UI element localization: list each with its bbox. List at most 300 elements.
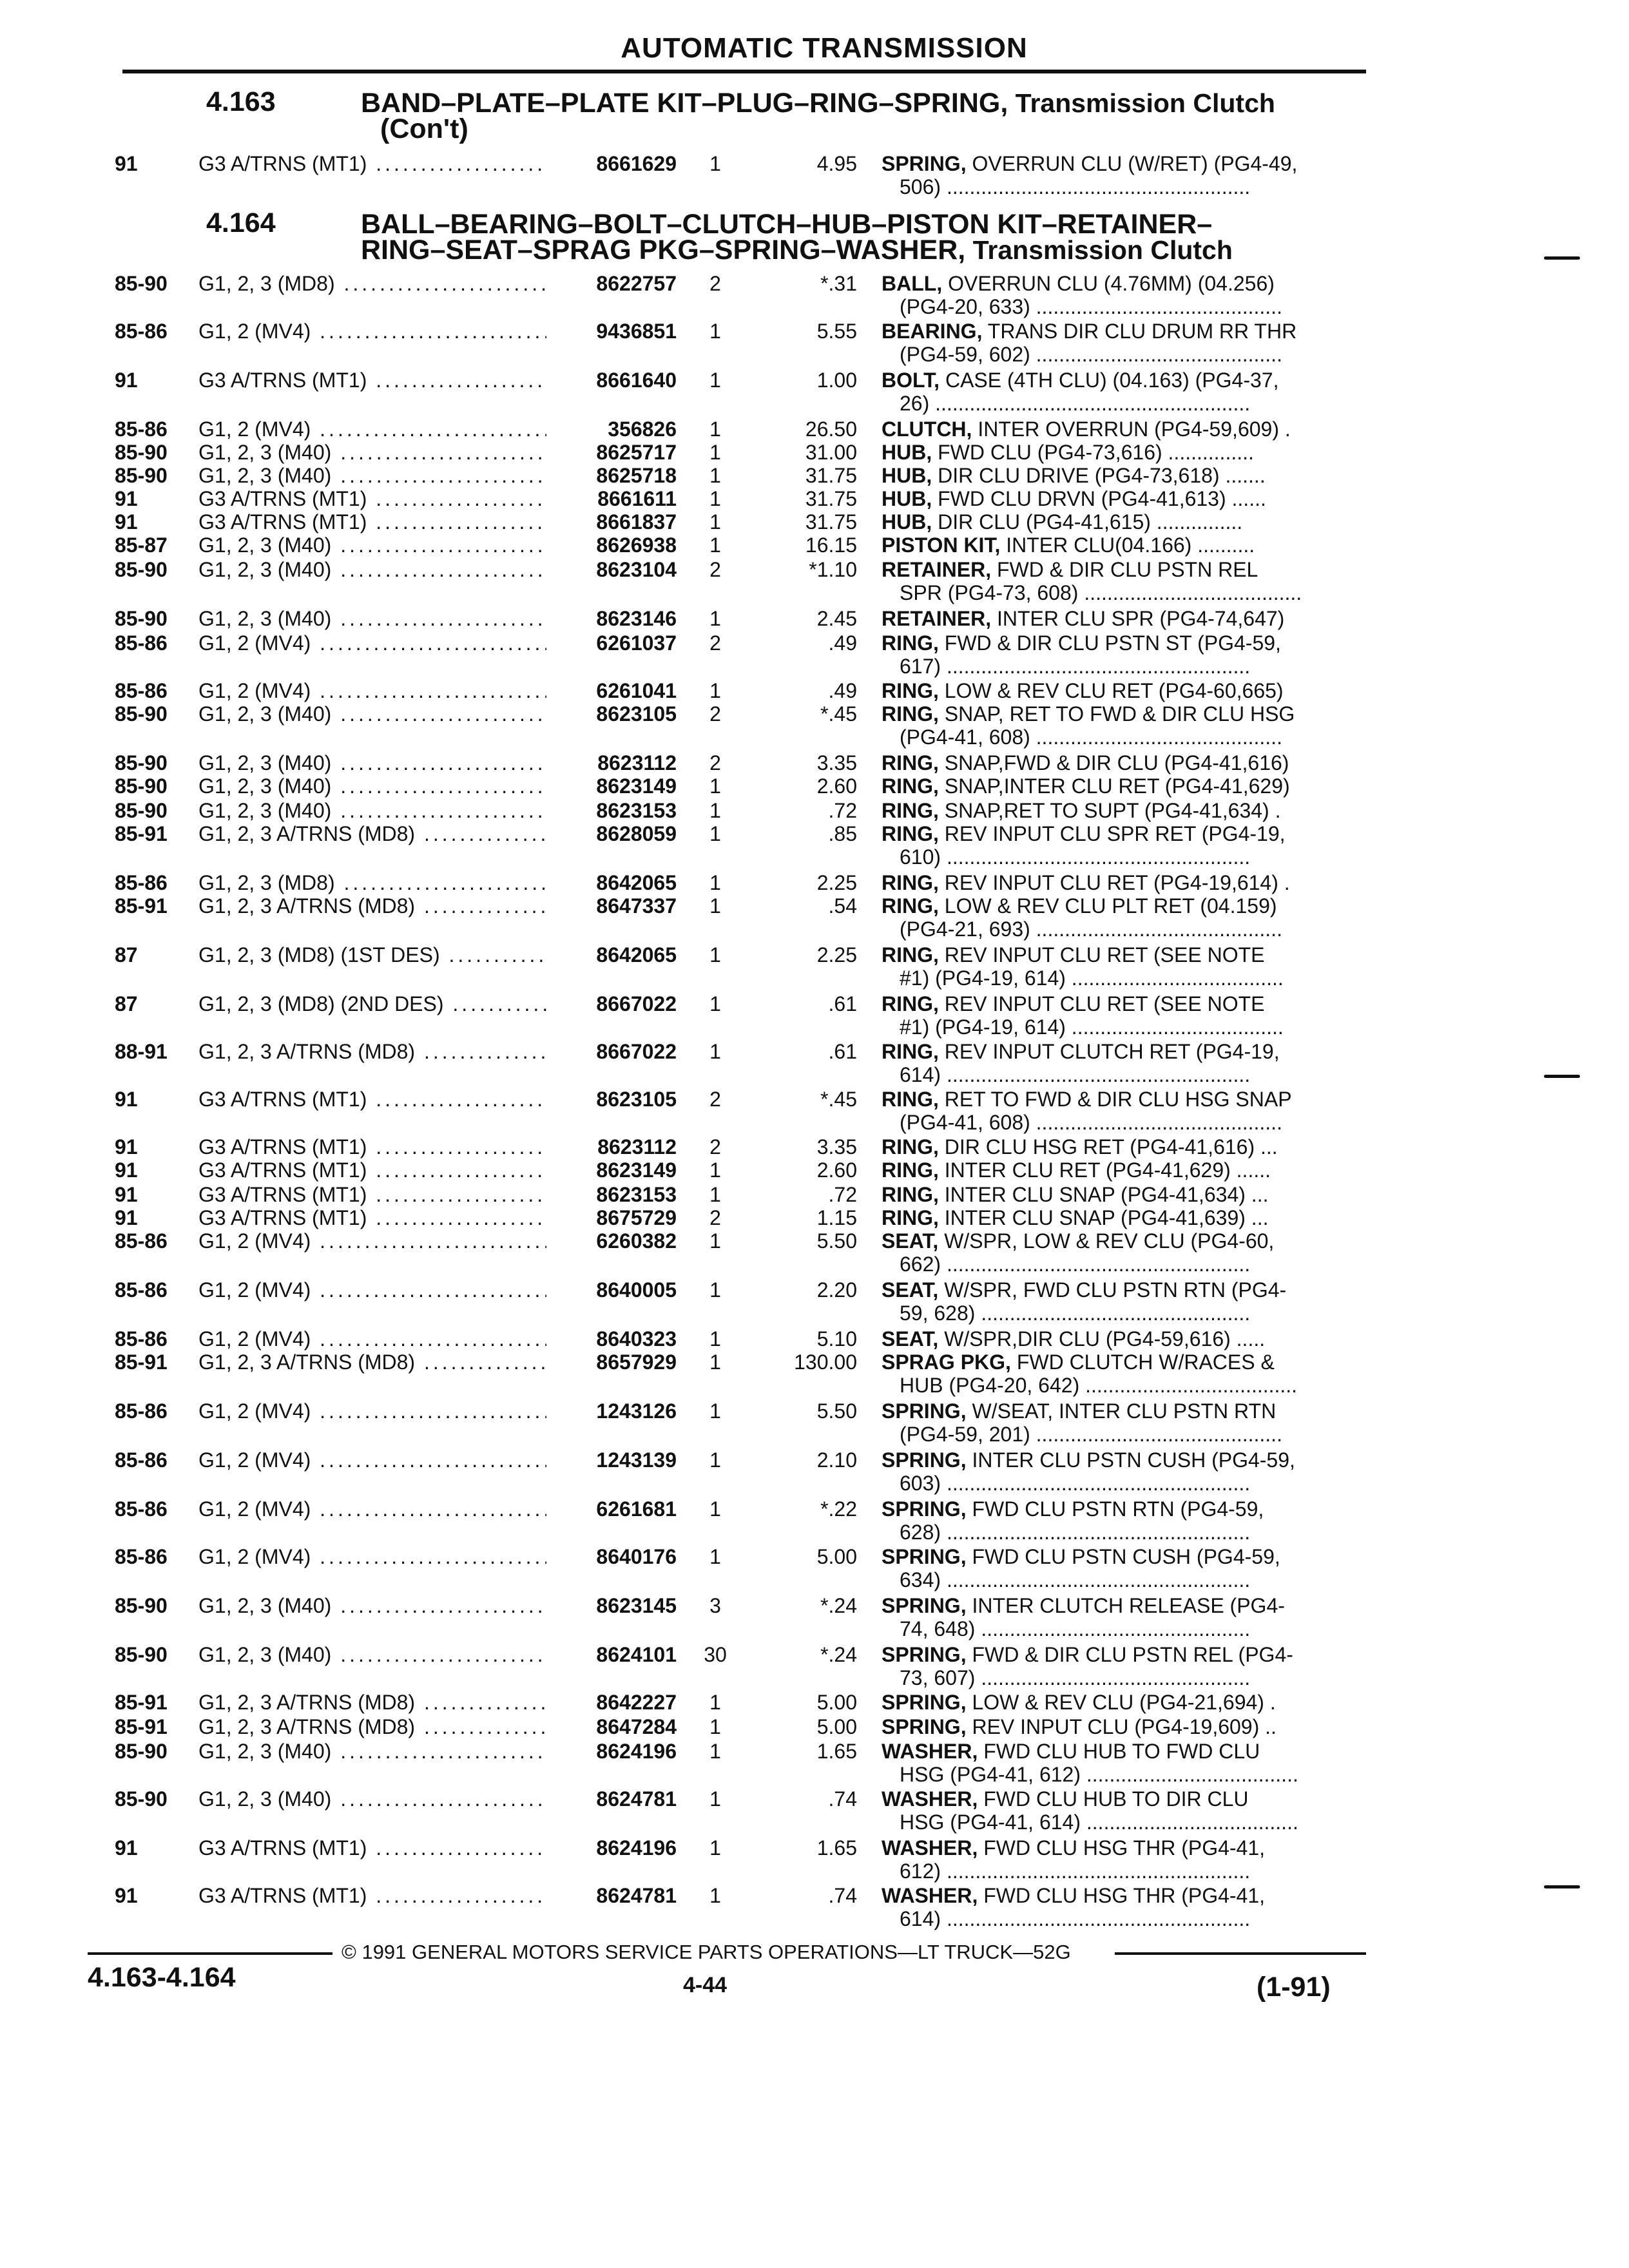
part-name: SPRING, [882,1399,967,1423]
quantity: 1 [709,441,721,464]
quantity: 1 [709,1836,721,1860]
description-cell [882,1327,1365,1351]
part-description-continued: 617) ..................................................... [900,655,1251,678]
vehicle-model: G1, 2 (MV4) ..... [198,1327,546,1350]
part-name: WASHER, [882,1836,978,1860]
part-description-continued: (PG4-21, 693) ........................................... [900,918,1282,941]
quantity: 1 [709,1040,721,1063]
model-cell [198,822,546,846]
vehicle-model: G1, 2, 3 (M40) ..... [198,464,546,487]
model-year: 85-86 [115,871,168,894]
table-row-continuation [0,1015,1629,1041]
section-name [361,90,1379,142]
part-number: 8624196 [596,1836,677,1860]
part-name: SPRING, [882,1715,967,1738]
quantity: 1 [709,774,721,798]
part-description: INTER CLU SNAP (PG4-41,634) ... [938,1183,1269,1206]
part-description-continued: (PG4-41, 608) ........................................... [900,1111,1282,1134]
description-cell [882,558,1365,582]
model-cell [198,679,546,703]
model-cell [198,441,546,465]
margin-mark [1544,256,1580,260]
quantity: 1 [709,1545,721,1568]
part-description-continued: 73, 607) ............................................... [900,1666,1251,1689]
part-number: 8661611 [597,487,677,510]
price: 2.60 [816,774,857,798]
page-title: AUTOMATIC TRANSMISSION [621,32,1028,64]
price: 2.45 [816,607,857,630]
description-cell [882,799,1365,823]
model-cell [198,369,546,392]
model-cell [198,320,546,343]
part-number: 8647337 [596,894,677,918]
part-name: RING, [882,1183,939,1206]
part-name: RING, [882,751,939,774]
quantity: 2 [709,751,721,774]
quantity: 1 [709,1715,721,1738]
description-cell [882,272,1365,296]
part-description: SNAP, RET TO FWD & DIR CLU HSG [938,702,1295,726]
description-cell [882,631,1365,655]
description-cell [882,152,1365,176]
part-name: SPRAG PKG, [882,1350,1011,1374]
part-description: INTER CLUTCH RELEASE (PG4- [966,1594,1285,1617]
quantity: 1 [709,822,721,845]
part-description-continued: 610) ..................................................... [900,845,1251,869]
table-row-continuation [0,845,1629,871]
part-name: RING, [882,943,939,966]
table-row-continuation [0,1907,1629,1933]
table-row-continuation [0,1521,1629,1546]
part-description: W/SPR, FWD CLU PSTN RTN (PG4- [938,1278,1287,1302]
table-row [0,679,1629,705]
vehicle-model: G1, 2, 3 A/TRNS (MD8) ..... [198,1691,546,1714]
price: .74 [828,1884,857,1907]
part-number: 8623112 [597,1135,677,1158]
part-number: 8640176 [596,1545,677,1568]
model-cell [198,1643,546,1667]
model-year: 85-86 [115,631,168,655]
part-description: FWD CLU HUB TO FWD CLU [978,1740,1260,1763]
quantity: 1 [709,1158,721,1182]
table-row [0,1545,1629,1571]
description-cell [882,464,1365,488]
table-row [0,1691,1629,1716]
part-description: FWD & DIR CLU PSTN REL [991,558,1258,581]
model-year: 85-90 [115,1787,168,1811]
quantity: 1 [709,320,721,343]
footer-rule [1115,1952,1366,1955]
part-description: FWD CLU HSG THR (PG4-41, [978,1836,1266,1860]
part-description: FWD CLUTCH W/RACES & [1010,1350,1275,1374]
quantity: 2 [709,1088,721,1111]
section-name-line: BAND–PLATE–PLATE KIT–PLUG–RING–SPRING, [361,88,1008,119]
vehicle-model: G1, 2, 3 (MD8) (2ND DES) ..... [198,992,546,1015]
model-cell [198,1691,546,1715]
table-row-continuation [0,1666,1629,1692]
part-number: 8624781 [596,1884,677,1907]
part-name: CLUTCH, [882,418,972,441]
model-cell [198,418,546,441]
part-number: 8623105 [596,702,677,726]
part-number: 8625718 [596,464,677,487]
price: 5.55 [816,320,857,343]
table-row [0,441,1629,466]
quantity: 1 [709,533,721,557]
footer-rule [88,1952,333,1955]
quantity: 1 [709,871,721,894]
part-number: 8623153 [596,799,677,822]
description-cell [882,320,1365,343]
part-description: FWD CLU DRVN (PG4-41,613) ...... [932,487,1266,510]
table-row [0,1206,1629,1232]
price: *.31 [820,272,857,295]
description-cell [882,1594,1365,1618]
part-number: 356826 [608,418,677,441]
table-row-continuation [0,1423,1629,1448]
price: .72 [828,799,857,822]
vehicle-model: G1, 2, 3 (M40) ..... [198,533,546,557]
part-description: SNAP,FWD & DIR CLU (PG4-41,616) [938,751,1289,774]
part-description: INTER CLU(04.166) .......... [1000,533,1255,557]
part-description-continued: 662) ..................................................... [900,1253,1251,1276]
vehicle-model: G1, 2 (MV4) ..... [198,631,546,655]
model-cell [198,1399,546,1423]
description-cell [882,1497,1365,1521]
quantity: 1 [709,679,721,702]
price: .61 [828,992,857,1015]
price: .74 [828,1787,857,1811]
part-description: SNAP,RET TO SUPT (PG4-41,634) . [938,799,1281,822]
table-row [0,418,1629,443]
vehicle-model: G1, 2, 3 (MD8) ..... [198,272,546,295]
section-name-line: BALL–BEARING–BOLT–CLUTCH–HUB–PISTON KIT–RETAINER– [361,209,1213,240]
part-description: INTER CLU RET (PG4-41,629) ...... [938,1158,1271,1182]
vehicle-model: G1, 2, 3 A/TRNS (MD8) ..... [198,1715,546,1738]
model-year: 91 [115,1183,138,1206]
price: 26.50 [805,418,857,441]
part-number: 8642065 [596,943,677,966]
description-cell [882,822,1365,846]
model-cell [198,1040,546,1064]
part-description-continued: 612) ..................................................... [900,1860,1251,1883]
model-year: 91 [115,1836,138,1860]
part-description: W/SPR,DIR CLU (PG4-59,616) ..... [938,1327,1266,1350]
description-cell [882,533,1365,557]
description-cell [882,1183,1365,1207]
price: 5.10 [816,1327,857,1350]
quantity: 1 [709,1884,721,1907]
vehicle-model: G1, 2, 3 (M40) ..... [198,1643,546,1666]
vehicle-model: G3 A/TRNS (MT1) ..... [198,1206,546,1229]
table-row [0,1497,1629,1523]
table-row [0,774,1629,800]
vehicle-model: G1, 2, 3 (M40) ..... [198,799,546,822]
table-row [0,510,1629,536]
description-cell [882,1135,1365,1159]
table-row [0,992,1629,1018]
model-cell [198,1327,546,1351]
table-row [0,1135,1629,1161]
part-name: SPRING, [882,152,967,175]
part-name: SEAT, [882,1229,939,1253]
quantity: 1 [709,1183,721,1206]
quantity: 1 [709,1278,721,1302]
table-row [0,1787,1629,1813]
price: 31.75 [805,487,857,510]
vehicle-model: G1, 2 (MV4) ..... [198,1497,546,1521]
quantity: 1 [709,1327,721,1350]
part-number: 8661640 [596,369,677,392]
quantity: 1 [709,1350,721,1374]
section-name-tail: Transmission Clutch [965,235,1233,265]
table-row [0,1836,1629,1862]
vehicle-model: G1, 2, 3 (M40) ..... [198,702,546,726]
description-cell [882,1836,1365,1860]
part-description-continued: 506) ..................................................... [900,175,1251,198]
table-row [0,702,1629,728]
quantity: 1 [709,992,721,1015]
model-year: 85-86 [115,1399,168,1423]
part-description-continued: HUB (PG4-20, 642) ..................................... [900,1374,1298,1397]
model-year: 85-91 [115,822,168,845]
part-description: INTER CLU PSTN CUSH (PG4-59, [966,1448,1295,1472]
price: .61 [828,1040,857,1063]
section-name-line: (Con't) [380,113,468,144]
model-cell [198,1350,546,1374]
part-description-continued: 74, 648) ............................................... [900,1617,1251,1640]
part-description: W/SEAT, INTER CLU PSTN RTN [966,1399,1277,1423]
part-name: WASHER, [882,1884,978,1907]
part-description: REV INPUT CLU (PG4-19,609) .. [966,1715,1277,1738]
part-name: SEAT, [882,1278,939,1302]
vehicle-model: G1, 2, 3 (M40) ..... [198,441,546,464]
description-cell [882,1884,1365,1908]
part-description: FWD & DIR CLU PSTN ST (PG4-59, [938,631,1281,655]
vehicle-model: G1, 2, 3 (M40) ..... [198,607,546,630]
model-cell [198,774,546,798]
table-row [0,558,1629,584]
table-row-continuation [0,1811,1629,1836]
description-cell [882,510,1365,534]
part-description-continued: 634) ..................................................... [900,1568,1251,1591]
model-cell [198,1183,546,1207]
part-description: FWD CLU HUB TO DIR CLU [978,1787,1249,1811]
description-cell [882,751,1365,775]
part-name: RING, [882,1088,939,1111]
model-cell [198,751,546,775]
table-row [0,272,1629,298]
part-number: 6260382 [596,1229,677,1253]
vehicle-model: G1, 2 (MV4) ..... [198,679,546,702]
quantity: 1 [709,799,721,822]
price: 2.10 [816,1448,857,1472]
part-description-continued: 614) ..................................................... [900,1063,1251,1086]
part-description: FWD CLU PSTN CUSH (PG4-59, [966,1545,1280,1568]
part-description-continued: (PG4-59, 201) ........................................... [900,1423,1282,1446]
description-cell [882,679,1365,703]
part-name: RING, [882,1135,939,1158]
model-year: 85-90 [115,774,168,798]
part-number: 8623149 [596,774,677,798]
section-number: 4.163 [206,86,276,117]
vehicle-model: G1, 2, 3 (M40) ..... [198,1740,546,1763]
table-row [0,1399,1629,1425]
model-year: 85-90 [115,751,168,774]
price: .72 [828,1183,857,1206]
table-row [0,1278,1629,1304]
part-number: 8647284 [596,1715,677,1738]
price: .49 [828,631,857,655]
part-description-continued: 614) ..................................................... [900,1907,1251,1930]
vehicle-model: G1, 2 (MV4) ..... [198,418,546,441]
description-cell [882,607,1365,631]
quantity: 1 [709,152,721,175]
model-year: 85-90 [115,464,168,487]
table-row [0,822,1629,848]
section-number: 4.164 [206,207,276,238]
model-cell [198,1787,546,1811]
table-row [0,1327,1629,1353]
quantity: 1 [709,464,721,487]
vehicle-model: G1, 2 (MV4) ..... [198,1399,546,1423]
part-name: HUB, [882,487,932,510]
table-row-continuation [0,1860,1629,1885]
part-description-continued: #1) (PG4-19, 614) ..................................... [900,1015,1284,1039]
model-cell [198,799,546,823]
price: 31.75 [805,510,857,533]
quantity: 1 [709,1691,721,1714]
part-description: REV INPUT CLU SPR RET (PG4-19, [938,822,1286,845]
description-cell [882,943,1365,967]
table-row [0,1715,1629,1741]
part-number: 8623153 [596,1183,677,1206]
model-year: 85-90 [115,799,168,822]
table-row [0,871,1629,897]
model-cell [198,1229,546,1253]
footer-date: (1-91) [1257,1972,1331,2003]
price: 31.75 [805,464,857,487]
vehicle-model: G3 A/TRNS (MT1) ..... [198,1836,546,1860]
part-name: RING, [882,631,939,655]
price: *.22 [820,1497,857,1521]
vehicle-model: G3 A/TRNS (MT1) ..... [198,369,546,392]
part-description: FWD & DIR CLU PSTN REL (PG4- [966,1643,1293,1666]
part-number: 6261681 [596,1497,677,1521]
part-description: TRANS DIR CLU DRUM RR THR [982,320,1297,343]
table-row-continuation [0,581,1629,607]
table-row [0,320,1629,345]
part-number: 8675729 [596,1206,677,1229]
part-number: 8661837 [596,510,677,533]
quantity: 1 [709,1740,721,1763]
part-name: RING, [882,1206,939,1229]
description-cell [882,702,1365,726]
model-cell [198,1740,546,1763]
price: 3.35 [816,1135,857,1158]
part-number: 8624196 [596,1740,677,1763]
part-description-continued: HSG (PG4-41, 614) ..................................... [900,1811,1298,1834]
part-description-continued: (PG4-41, 608) ........................................... [900,726,1282,749]
model-cell [198,1448,546,1472]
vehicle-model: G3 A/TRNS (MT1) ..... [198,1158,546,1182]
table-row-continuation [0,1374,1629,1399]
part-name: BALL, [882,272,943,295]
model-year: 85-90 [115,1594,168,1617]
description-cell [882,1158,1365,1182]
quantity: 2 [709,1135,721,1158]
model-year: 85-86 [115,1545,168,1568]
model-year: 85-90 [115,607,168,630]
table-row-continuation [0,343,1629,369]
part-name: RETAINER, [882,558,992,581]
model-year: 85-90 [115,272,168,295]
part-description: REV INPUT CLU RET (SEE NOTE [938,992,1265,1015]
vehicle-model: G1, 2 (MV4) ..... [198,320,546,343]
part-name: RING, [882,871,939,894]
table-row-continuation [0,966,1629,992]
price: 2.60 [816,1158,857,1182]
part-name: HUB, [882,510,932,533]
price: 1.00 [816,369,857,392]
model-cell [198,702,546,726]
quantity: 1 [709,1787,721,1811]
margin-mark [1544,1075,1580,1078]
part-description: OVERRUN CLU (W/RET) (PG4-49, [966,152,1298,175]
part-description-continued: (PG4-20, 633) ........................................... [900,295,1282,318]
part-name: SPRING, [882,1545,967,1568]
table-row [0,631,1629,657]
vehicle-model: G1, 2, 3 (MD8) (1ST DES) ..... [198,943,546,966]
table-row-continuation [0,1302,1629,1327]
description-cell [882,1715,1365,1739]
description-cell [882,894,1365,918]
table-row [0,1229,1629,1255]
model-year: 85-86 [115,1229,168,1253]
part-number: 8642227 [596,1691,677,1714]
description-cell [882,441,1365,465]
model-year: 91 [115,487,138,510]
model-year: 85-87 [115,533,168,557]
part-description: CASE (4TH CLU) (04.163) (PG4-37, [940,369,1279,392]
model-cell [198,631,546,655]
quantity: 2 [709,558,721,581]
part-description: FWD CLU HSG THR (PG4-41, [978,1884,1266,1907]
part-number: 8628059 [596,822,677,845]
model-year: 85-91 [115,1715,168,1738]
part-number: 8640005 [596,1278,677,1302]
part-name: RING, [882,992,939,1015]
part-description: INTER CLU SNAP (PG4-41,639) ... [938,1206,1269,1229]
quantity: 1 [709,487,721,510]
header-rule [122,70,1366,73]
table-row-continuation [0,1063,1629,1089]
part-number: 8640323 [596,1327,677,1350]
model-cell [198,1278,546,1302]
model-cell [198,992,546,1016]
part-name: SEAT, [882,1327,939,1350]
part-description: LOW & REV CLU (PG4-21,694) . [966,1691,1276,1714]
table-row-continuation [0,1617,1629,1643]
part-description: REV INPUT CLU RET (SEE NOTE [938,943,1265,966]
model-cell [198,1497,546,1521]
vehicle-model: G1, 2, 3 (M40) ..... [198,751,546,774]
description-cell [882,1350,1365,1374]
part-description-continued: 603) ..................................................... [900,1472,1251,1495]
part-description: FWD CLU PSTN RTN (PG4-59, [966,1497,1264,1521]
description-cell [882,992,1365,1016]
description-cell [882,369,1365,392]
